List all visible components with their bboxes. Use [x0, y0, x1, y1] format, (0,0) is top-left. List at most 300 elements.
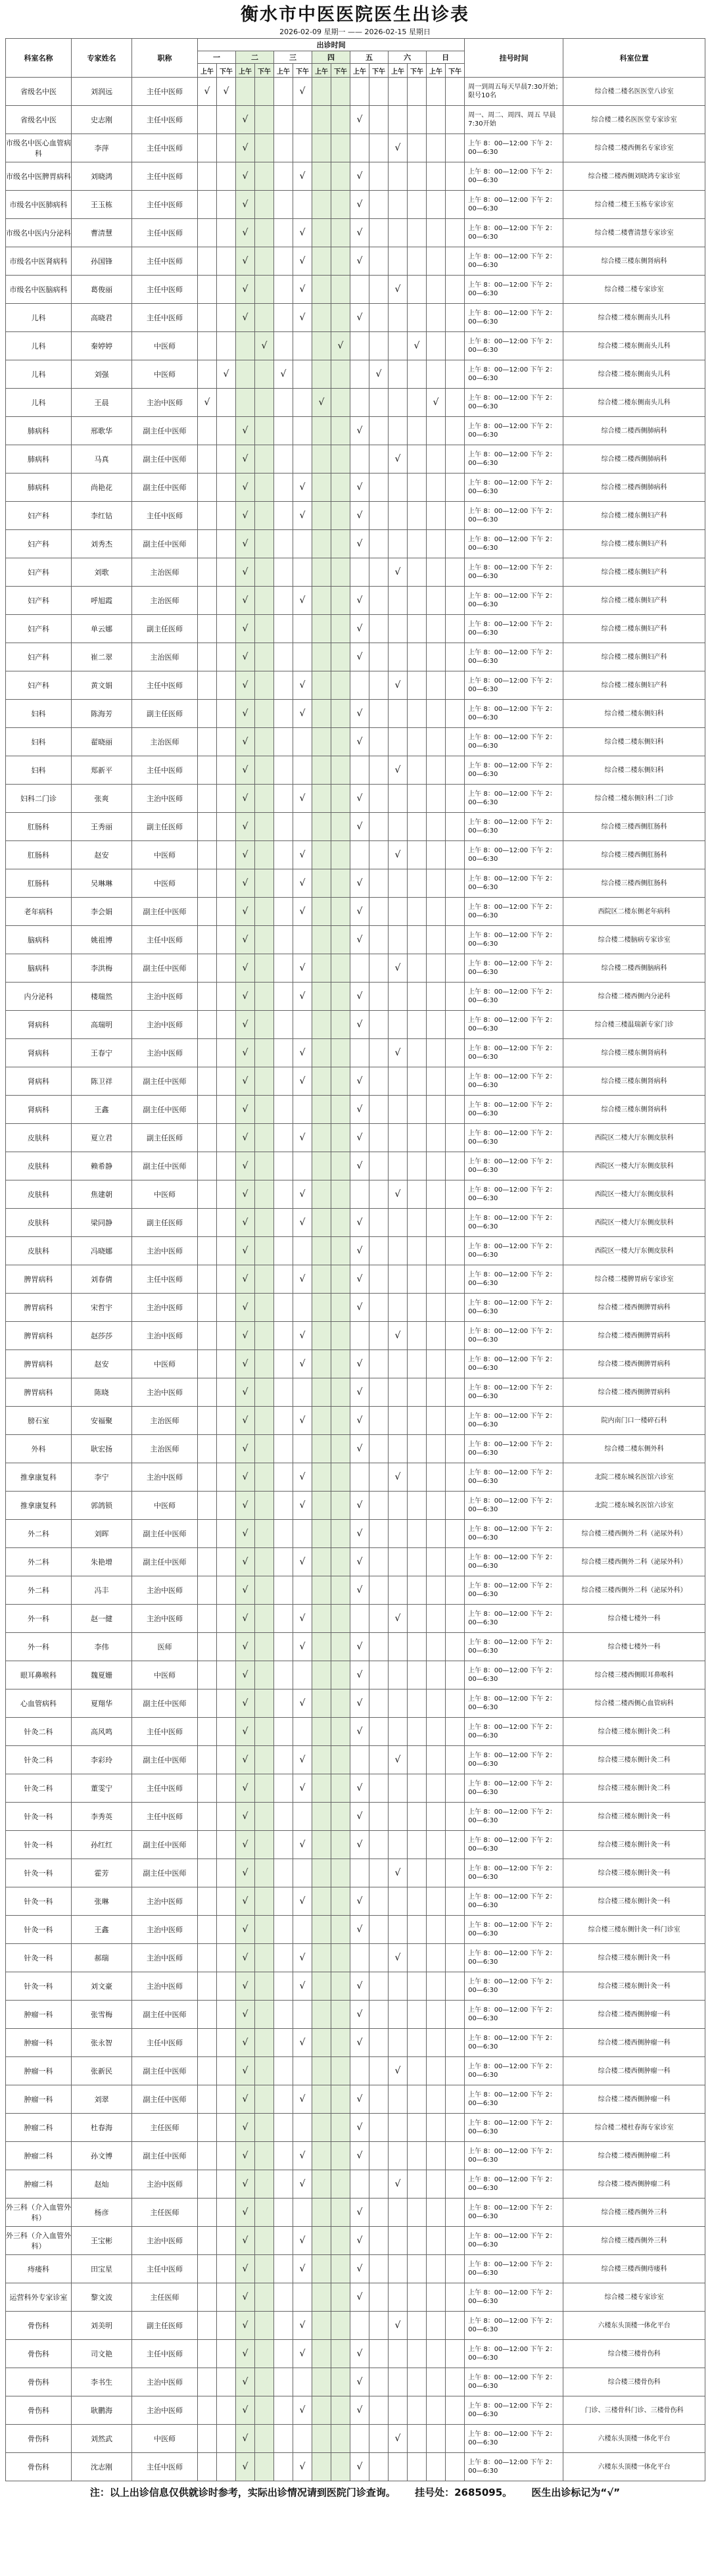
schedule-cell [389, 926, 408, 954]
registration-time: 上午 8：00—12:00 下午 2：00—6:30 [465, 1972, 563, 2001]
schedule-cell [350, 1294, 369, 1322]
schedule-cell [255, 219, 274, 247]
schedule-cell [198, 502, 217, 530]
schedule-cell [369, 2199, 389, 2227]
doctor-title: 主任中医师 [132, 671, 198, 700]
schedule-cell [389, 1859, 408, 1887]
schedule-cell [255, 304, 274, 332]
schedule-cell [331, 2001, 350, 2029]
check-mark: √ [356, 1387, 363, 1397]
doctor-name: 葛俊丽 [72, 276, 132, 304]
schedule-cell [369, 2001, 389, 2029]
doctor-name: 曹清慧 [72, 219, 132, 247]
schedule-cell [293, 785, 312, 813]
schedule-cell [293, 558, 312, 587]
schedule-cell [331, 1605, 350, 1633]
doctor-title: 副主任中医师 [132, 1548, 198, 1576]
schedule-cell [446, 78, 465, 106]
schedule-cell [350, 360, 369, 389]
dept-cell: 运营科外专家诊室 [6, 2283, 72, 2312]
schedule-cell [427, 2114, 446, 2142]
schedule-cell [312, 332, 331, 360]
schedule-cell [369, 954, 389, 983]
schedule-cell [198, 2255, 217, 2283]
schedule-cell [274, 926, 293, 954]
schedule-cell [312, 1661, 331, 1689]
schedule-cell [255, 1180, 274, 1209]
schedule-cell [331, 785, 350, 813]
schedule-cell [255, 1944, 274, 1972]
schedule-cell [369, 1407, 389, 1435]
schedule-cell [255, 106, 274, 134]
schedule-cell [312, 1605, 331, 1633]
schedule-cell [446, 1463, 465, 1492]
dept-location: 综合楼二楼西侧肿瘤一科 [563, 2001, 705, 2029]
schedule-cell [293, 813, 312, 841]
doctor-title: 副主任中医师 [132, 954, 198, 983]
schedule-cell [369, 360, 389, 389]
check-mark: √ [242, 1246, 248, 1256]
schedule-cell [427, 2255, 446, 2283]
doctor-name: 焦建朝 [72, 1180, 132, 1209]
doctor-name: 陈晓 [72, 1378, 132, 1407]
doctor-title: 主治中医师 [132, 1605, 198, 1633]
header-am: 上午 [389, 64, 408, 78]
schedule-cell [198, 1972, 217, 2001]
schedule-cell [446, 898, 465, 926]
schedule-cell [255, 2340, 274, 2368]
schedule-cell [446, 700, 465, 728]
schedule-cell [350, 2368, 369, 2396]
check-mark: √ [356, 2462, 363, 2472]
check-mark: √ [356, 228, 363, 238]
schedule-cell [293, 1859, 312, 1887]
doctor-name: 杜春海 [72, 2114, 132, 2142]
schedule-cell [198, 1803, 217, 1831]
schedule-cell [293, 445, 312, 474]
schedule-cell [427, 1520, 446, 1548]
doctor-name: 李洪梅 [72, 954, 132, 983]
schedule-cell [217, 926, 236, 954]
schedule-cell [389, 869, 408, 898]
schedule-cell [408, 700, 427, 728]
table-row [6, 474, 705, 502]
registration-time: 上午 8：00—12:00 下午 2：00—6:30 [465, 2085, 563, 2114]
schedule-cell [198, 1067, 217, 1096]
table-row [6, 1180, 705, 1209]
schedule-cell [293, 1294, 312, 1322]
schedule-cell [350, 417, 369, 445]
schedule-cell [312, 1803, 331, 1831]
dept-cell: 骨伤科 [6, 2425, 72, 2453]
schedule-cell [389, 2425, 408, 2453]
schedule-cell [446, 502, 465, 530]
schedule-cell [389, 1180, 408, 1209]
schedule-cell [274, 756, 293, 785]
dept-location: 西院区一楼大厅东侧皮肤科 [563, 1180, 705, 1209]
check-mark: √ [356, 2122, 363, 2133]
schedule-cell [274, 1378, 293, 1407]
check-mark: √ [394, 850, 401, 860]
schedule-cell [369, 1859, 389, 1887]
doctor-title: 主治医师 [132, 1407, 198, 1435]
schedule-cell [446, 304, 465, 332]
dept-location: 综合楼三楼东侧肾病科 [563, 247, 705, 276]
schedule-cell [389, 2001, 408, 2029]
doctor-title: 主任中医师 [132, 219, 198, 247]
check-mark: √ [299, 963, 306, 973]
schedule-cell [446, 2001, 465, 2029]
schedule-cell [369, 1152, 389, 1180]
header-time: 挂号时间 [465, 39, 563, 78]
schedule-cell [369, 587, 389, 615]
registration-time: 上午 8：00—12:00 下午 2：00—6:30 [465, 134, 563, 162]
schedule-cell [369, 2425, 389, 2453]
schedule-cell [408, 1774, 427, 1803]
schedule-cell [236, 2085, 255, 2114]
schedule-cell [293, 134, 312, 162]
schedule-cell [236, 615, 255, 643]
schedule-cell [274, 530, 293, 558]
schedule-cell [446, 2085, 465, 2114]
schedule-cell [446, 926, 465, 954]
dept-cell: 针灸一科 [6, 1916, 72, 1944]
schedule-cell [255, 445, 274, 474]
check-mark: √ [242, 2264, 248, 2274]
schedule-cell [446, 983, 465, 1011]
doctor-name: 王宝彬 [72, 2227, 132, 2255]
schedule-cell [408, 1463, 427, 1492]
schedule-cell [198, 1350, 217, 1378]
schedule-cell [293, 898, 312, 926]
schedule-cell [446, 1887, 465, 1916]
schedule-cell [312, 1746, 331, 1774]
schedule-cell [255, 1972, 274, 2001]
table-row [6, 247, 705, 276]
registration-time: 上午 8：00—12:00 下午 2：00—6:30 [465, 1887, 563, 1916]
doctor-title: 副主任中医师 [132, 1831, 198, 1859]
registration-time: 上午 8：00—12:00 下午 2：00—6:30 [465, 2283, 563, 2312]
schedule-cell [408, 1209, 427, 1237]
schedule-cell [427, 954, 446, 983]
schedule-cell [369, 643, 389, 671]
doctor-title: 主治中医师 [132, 1916, 198, 1944]
registration-time: 上午 8：00—12:00 下午 2：00—6:30 [465, 360, 563, 389]
schedule-cell [331, 643, 350, 671]
schedule-cell [427, 1576, 446, 1605]
schedule-cell [331, 587, 350, 615]
schedule-cell [446, 474, 465, 502]
schedule-cell [255, 983, 274, 1011]
schedule-cell [255, 1237, 274, 1265]
dept-cell: 外科 [6, 1435, 72, 1463]
schedule-cell [408, 1492, 427, 1520]
schedule-cell [369, 1803, 389, 1831]
schedule-cell [389, 558, 408, 587]
schedule-cell [217, 530, 236, 558]
schedule-cell [312, 360, 331, 389]
schedule-cell [198, 1011, 217, 1039]
schedule-cell [274, 417, 293, 445]
schedule-cell [408, 2227, 427, 2255]
schedule-cell [389, 2396, 408, 2425]
schedule-cell [217, 2283, 236, 2312]
schedule-cell [446, 2227, 465, 2255]
doctor-title: 副主任中医师 [132, 2142, 198, 2170]
check-mark: √ [299, 850, 306, 860]
schedule-cell [217, 1774, 236, 1803]
schedule-cell [293, 728, 312, 756]
schedule-cell [217, 643, 236, 671]
schedule-cell [312, 1039, 331, 1067]
schedule-cell [293, 2142, 312, 2170]
schedule-cell [236, 1859, 255, 1887]
schedule-cell [236, 728, 255, 756]
check-mark: √ [356, 312, 363, 323]
doctor-name: 刘文豪 [72, 1972, 132, 2001]
schedule-cell [427, 445, 446, 474]
check-mark: √ [394, 2433, 401, 2444]
schedule-cell [217, 1152, 236, 1180]
check-mark: √ [242, 2066, 248, 2076]
schedule-cell [408, 1237, 427, 1265]
table-row [6, 134, 705, 162]
check-mark: √ [242, 1585, 248, 1595]
schedule-cell [369, 276, 389, 304]
schedule-cell [198, 2453, 217, 2481]
schedule-cell [312, 1011, 331, 1039]
schedule-cell [274, 1972, 293, 2001]
schedule-cell [274, 1718, 293, 1746]
registration-time: 上午 8：00—12:00 下午 2：00—6:30 [465, 1011, 563, 1039]
header-pm: 下午 [369, 64, 389, 78]
schedule-cell [350, 869, 369, 898]
dept-location: 综合楼三楼东侧针灸二科 [563, 1746, 705, 1774]
registration-time: 上午 8：00—12:00 下午 2：00—6:30 [465, 1576, 563, 1605]
dept-location: 综合楼七楼外一科 [563, 1605, 705, 1633]
schedule-cell [217, 756, 236, 785]
doctor-title: 主治医师 [132, 558, 198, 587]
doctor-title: 副主任中医师 [132, 474, 198, 502]
check-mark: √ [394, 1755, 401, 1765]
registration-time: 上午 8：00—12:00 下午 2：00—6:30 [465, 1520, 563, 1548]
check-mark: √ [356, 2094, 363, 2104]
schedule-cell [446, 643, 465, 671]
schedule-cell [217, 219, 236, 247]
schedule-cell [350, 78, 369, 106]
schedule-cell [217, 2001, 236, 2029]
schedule-cell [350, 1265, 369, 1294]
schedule-cell [293, 2114, 312, 2142]
schedule-cell [389, 983, 408, 1011]
registration-time: 上午 8：00—12:00 下午 2：00—6:30 [465, 1463, 563, 1492]
schedule-cell [331, 898, 350, 926]
schedule-cell [369, 1718, 389, 1746]
doctor-name: 王玉栋 [72, 191, 132, 219]
schedule-cell [293, 1039, 312, 1067]
check-mark: √ [299, 86, 306, 97]
schedule-cell [350, 1887, 369, 1916]
check-mark: √ [299, 1613, 306, 1624]
schedule-cell [408, 1294, 427, 1322]
schedule-cell [198, 2340, 217, 2368]
table-row [6, 841, 705, 869]
table-row [6, 2057, 705, 2085]
doctor-name: 史志刚 [72, 106, 132, 134]
schedule-cell [350, 1067, 369, 1096]
schedule-cell [255, 2057, 274, 2085]
schedule-cell [369, 1124, 389, 1152]
schedule-cell [274, 1180, 293, 1209]
header-pm: 下午 [293, 64, 312, 78]
dept-cell: 针灸一科 [6, 1972, 72, 2001]
schedule-cell [369, 1916, 389, 1944]
schedule-cell [312, 78, 331, 106]
schedule-cell [274, 1265, 293, 1294]
schedule-cell [217, 1661, 236, 1689]
schedule-cell [446, 1265, 465, 1294]
schedule-cell [312, 1492, 331, 1520]
check-mark: √ [242, 1839, 248, 1850]
schedule-cell [331, 1322, 350, 1350]
check-mark: √ [242, 171, 248, 182]
schedule-cell [293, 530, 312, 558]
dept-location: 综合楼三楼东侧针灸一科 [563, 1831, 705, 1859]
schedule-cell [369, 2085, 389, 2114]
check-mark: √ [299, 1839, 306, 1850]
schedule-cell [331, 276, 350, 304]
doctor-name: 刘晓鸿 [72, 162, 132, 191]
doctor-title: 副主任中医师 [132, 1689, 198, 1718]
schedule-cell [293, 1096, 312, 1124]
check-mark: √ [356, 1415, 363, 1426]
doctor-title: 主任医师 [132, 2114, 198, 2142]
registration-time: 上午 8：00—12:00 下午 2：00—6:30 [465, 1492, 563, 1520]
schedule-cell [446, 558, 465, 587]
schedule-cell [293, 1350, 312, 1378]
schedule-cell [236, 2029, 255, 2057]
table-row [6, 1548, 705, 1576]
check-mark: √ [356, 1500, 363, 1511]
schedule-cell [408, 1605, 427, 1633]
doctor-title: 副主任中医师 [132, 2085, 198, 2114]
check-mark: √ [242, 2292, 248, 2302]
dept-location: 综合楼二楼王玉栋专家诊室 [563, 191, 705, 219]
schedule-cell [312, 1378, 331, 1407]
header-pm: 下午 [255, 64, 274, 78]
schedule-cell [255, 2312, 274, 2340]
schedule-cell [446, 1096, 465, 1124]
table-row [6, 332, 705, 360]
dept-location: 综合楼二楼东侧妇产科 [563, 671, 705, 700]
schedule-cell [198, 417, 217, 445]
schedule-cell [274, 1944, 293, 1972]
schedule-cell [198, 2057, 217, 2085]
doctor-title: 副主任医师 [132, 1209, 198, 1237]
schedule-cell [369, 134, 389, 162]
schedule-cell [217, 587, 236, 615]
schedule-cell [274, 671, 293, 700]
registration-time: 上午 8：00—12:00 下午 2：00—6:30 [465, 474, 563, 502]
schedule-cell [274, 1096, 293, 1124]
schedule-cell [217, 78, 236, 106]
check-mark: √ [242, 1811, 248, 1822]
schedule-cell [331, 1944, 350, 1972]
registration-time: 上午 8：00—12:00 下午 2：00—6:30 [465, 2425, 563, 2453]
schedule-cell [350, 530, 369, 558]
doctor-title: 主任中医师 [132, 2255, 198, 2283]
check-mark: √ [242, 991, 248, 1002]
doctor-title: 副主任中医师 [132, 1746, 198, 1774]
table-row [6, 1209, 705, 1237]
dept-location: 六楼东头顶楼一体化平台 [563, 2453, 705, 2481]
doctor-title: 中医师 [132, 332, 198, 360]
check-mark: √ [318, 397, 325, 408]
schedule-cell [274, 1209, 293, 1237]
schedule-cell [217, 615, 236, 643]
schedule-cell [217, 2312, 236, 2340]
schedule-cell [389, 276, 408, 304]
table-row [6, 2227, 705, 2255]
schedule-cell [198, 1124, 217, 1152]
doctor-title: 主治中医师 [132, 785, 198, 813]
schedule-cell [446, 2312, 465, 2340]
header-am: 上午 [274, 64, 293, 78]
schedule-cell [255, 2425, 274, 2453]
schedule-cell [331, 1039, 350, 1067]
schedule-cell [408, 587, 427, 615]
schedule-cell [274, 1322, 293, 1350]
schedule-cell [236, 1322, 255, 1350]
table-row [6, 2396, 705, 2425]
dept-cell: 肿瘤二科 [6, 2170, 72, 2199]
schedule-cell [274, 1831, 293, 1859]
schedule-cell [331, 1746, 350, 1774]
schedule-cell [369, 1633, 389, 1661]
schedule-cell [408, 2312, 427, 2340]
schedule-cell [255, 2170, 274, 2199]
dept-location: 综合楼二楼西侧刘晓鸿专家诊室 [563, 162, 705, 191]
table-row [6, 1916, 705, 1944]
doctor-name: 陈海芳 [72, 700, 132, 728]
doctor-title: 主治中医师 [132, 1322, 198, 1350]
schedule-cell [236, 2396, 255, 2425]
schedule-cell [236, 1774, 255, 1803]
schedule-cell [389, 813, 408, 841]
doctor-name: 赵灿 [72, 2170, 132, 2199]
schedule-cell [255, 1011, 274, 1039]
registration-time: 上午 8：00—12:00 下午 2：00—6:30 [465, 813, 563, 841]
check-mark: √ [261, 341, 268, 351]
schedule-cell [198, 1435, 217, 1463]
schedule-cell [331, 2453, 350, 2481]
schedule-cell [446, 1576, 465, 1605]
schedule-cell [427, 2227, 446, 2255]
schedule-cell [446, 2340, 465, 2368]
schedule-cell [198, 869, 217, 898]
dept-location: 综合楼三楼东侧针灸一科门诊室 [563, 1916, 705, 1944]
dept-location: 综合楼三楼东侧针灸二科 [563, 1718, 705, 1746]
schedule-cell [255, 841, 274, 869]
doctor-name: 李伟 [72, 1633, 132, 1661]
doctor-title: 主任中医师 [132, 78, 198, 106]
doctor-name: 李会娟 [72, 898, 132, 926]
schedule-cell [198, 1576, 217, 1605]
schedule-cell [427, 1944, 446, 1972]
schedule-cell [427, 615, 446, 643]
schedule-cell [217, 1689, 236, 1718]
schedule-cell [293, 360, 312, 389]
